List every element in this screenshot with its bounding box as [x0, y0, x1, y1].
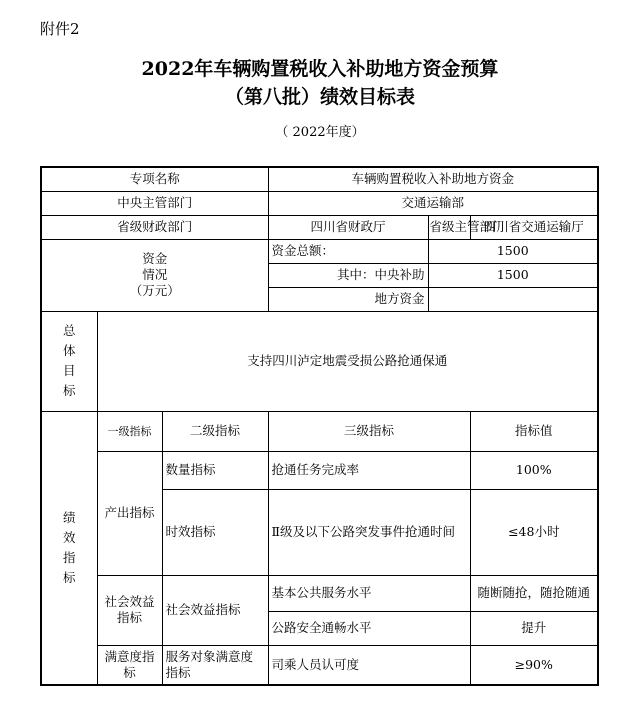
central-subsidy-label: 其中：中央补助	[268, 263, 428, 287]
social-benefit-level1: 社会效益指标	[97, 575, 162, 645]
social-benefit-value-1: 随断随抢，随抢随通	[470, 575, 598, 611]
timeliness-indicator-item: Ⅱ级及以下公路突发事件抢通时间	[268, 489, 470, 575]
social-benefit-value-2: 提升	[470, 611, 598, 645]
social-benefit-level2: 社会效益指标	[162, 575, 268, 645]
col-header-level3: 三级指标	[268, 411, 470, 451]
prov-dept-value: 四川省交通运输厅	[470, 215, 598, 239]
local-funds-label: 地方资金	[268, 287, 428, 311]
funds-label-line1: 资金	[142, 251, 168, 266]
attachment-label: 附件2	[40, 20, 80, 38]
year-label: （ 2022年度）	[275, 125, 365, 140]
project-name-label: 专项名称	[41, 167, 268, 191]
performance-table	[40, 166, 599, 686]
timeliness-indicator-value: ≤48小时	[470, 489, 598, 575]
satisfaction-level2: 服务对象满意度指标	[162, 645, 268, 685]
document-title-line2: （第八批）绩效目标表	[224, 86, 415, 108]
project-name-value: 车辆购置税收入补助地方资金	[268, 167, 598, 191]
local-funds-value	[428, 287, 598, 311]
col-header-level1: 一级指标	[97, 411, 162, 451]
output-indicator-label: 产出指标	[97, 451, 162, 575]
funds-label	[41, 239, 268, 311]
prov-finance-value: 四川省财政厅	[268, 215, 428, 239]
perf-indicators-label	[41, 411, 97, 685]
overall-goal-label	[41, 311, 97, 411]
prov-dept-label: 省级主管部门	[428, 215, 470, 239]
social-benefit-item-1: 基本公共服务水平	[268, 575, 470, 611]
funds-label-line2: 情况	[142, 267, 168, 282]
overall-goal-value: 支持四川泸定地震受损公路抢通保通	[97, 311, 598, 411]
social-benefit-item-2: 公路安全通畅水平	[268, 611, 470, 645]
col-header-level2: 二级指标	[162, 411, 268, 451]
central-dept-label: 中央主管部门	[41, 191, 268, 215]
document-title-line1: 2022年车辆购置税收入补助地方资金预算	[141, 58, 499, 80]
satisfaction-item: 司乘人员认可度	[268, 645, 470, 685]
perf-indicators-label-text: 绩效指标	[63, 509, 76, 585]
satisfaction-value: ≥90%	[470, 645, 598, 685]
prov-finance-label: 省级财政部门	[41, 215, 268, 239]
quantity-indicator-item: 抢通任务完成率	[268, 451, 470, 489]
quantity-indicator-label: 数量指标	[162, 451, 268, 489]
quantity-indicator-value: 100%	[470, 451, 598, 489]
total-funds-value: 1500	[428, 239, 598, 263]
col-header-value: 指标值	[470, 411, 598, 451]
central-dept-value: 交通运输部	[268, 191, 598, 215]
funds-label-line3: （万元）	[129, 283, 180, 298]
total-funds-label: 资金总额：	[268, 239, 428, 263]
timeliness-indicator-label: 时效指标	[162, 489, 268, 575]
central-subsidy-value: 1500	[428, 263, 598, 287]
satisfaction-level1: 满意度指标	[97, 645, 162, 685]
overall-goal-label-text: 总体目标	[63, 323, 76, 398]
